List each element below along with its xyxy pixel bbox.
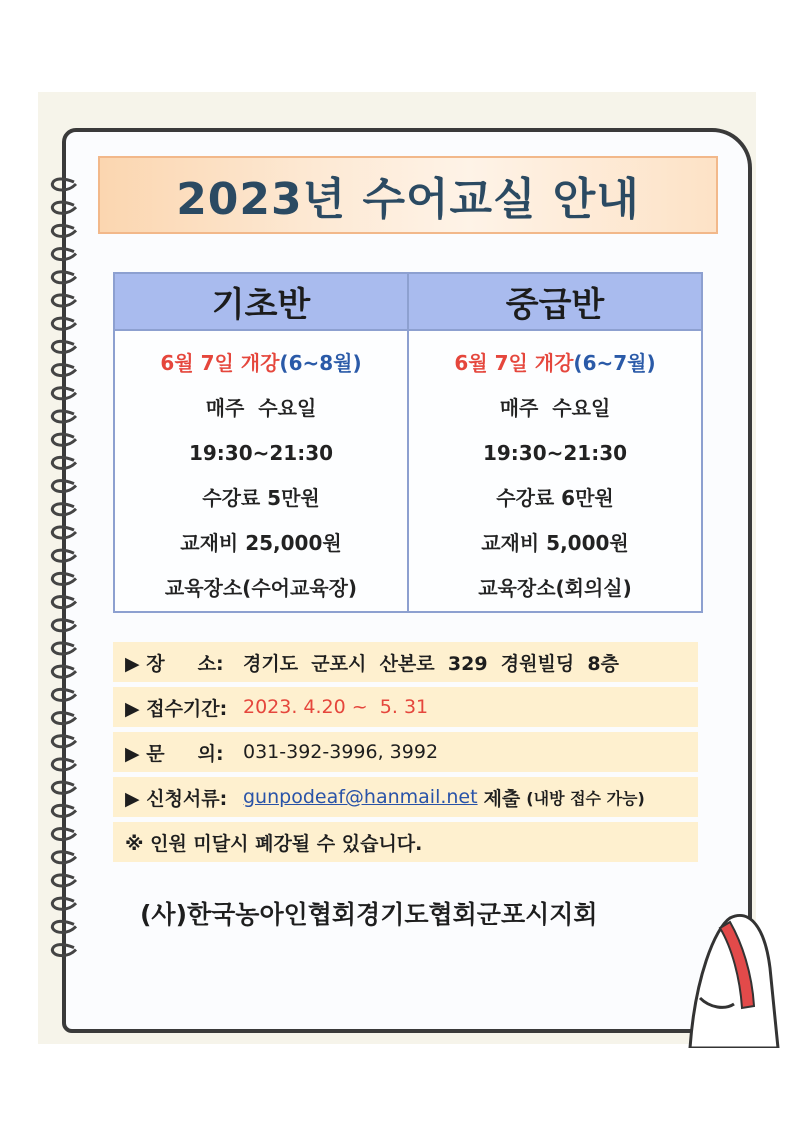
visit-note: (내방 접수 가능) [526,788,645,808]
open-period-text: (6~7월) [573,351,656,375]
info-row-contact [113,732,698,772]
class-day: 매주 수요일 [205,396,317,420]
spiral-ring-icon [52,411,76,422]
info-row-docs [113,777,698,817]
spiral-ring-icon [52,550,76,561]
class-name: 기초반 [115,274,407,331]
class-fee: 수강료 6만원 [496,486,614,510]
spiral-ring-icon [52,713,76,724]
info-row-notice [113,822,698,862]
spiral-ring-icon [52,782,76,793]
info-label: ▶ 접수기간: [125,697,228,720]
spiral-ring-icon [52,643,76,654]
notice-text: ※ 인원 미달시 폐강될 수 있습니다. [125,832,423,855]
spiral-ring-icon [52,434,76,445]
page-title: 2023년 수어교실 안내 [176,174,640,225]
info-row-place [113,642,698,682]
info-value: 2023. 4.20 ~ 5. 31 [243,696,429,718]
spiral-ring-icon [52,341,76,352]
class-column-intermediate [407,274,701,611]
spiral-ring-icon [52,272,76,283]
class-column-basic [115,274,407,611]
class-place: 교육장소(수어교육장) [164,576,358,600]
spiral-ring-icon [52,504,76,515]
class-day: 매주 수요일 [499,396,611,420]
class-open-date [160,341,361,386]
spiral-ring-icon [52,898,76,909]
class-time: 19:30~21:30 [188,441,334,465]
spiral-ring-icon [52,481,76,492]
info-value: 031-392-3996, 3992 [243,741,439,763]
class-open-date [454,341,655,386]
spiral-ring-icon [52,573,76,584]
spiral-ring-icon [52,295,76,306]
class-book-fee: 교재비 5,000원 [481,531,629,555]
info-label: ▶ 장 소: [125,652,224,675]
spiral-ring-icon [52,202,76,213]
title-banner [98,156,718,234]
spiral-ring-icon [52,829,76,840]
spiral-ring-icon [52,225,76,236]
class-name: 중급반 [409,274,701,331]
spiral-ring-icon [52,805,76,816]
spiral-ring-icon [52,620,76,631]
spiral-ring-icon [52,249,76,260]
open-period-text: (6~8월) [279,351,362,375]
class-table [113,272,703,613]
spiral-ring-icon [52,852,76,863]
open-date-text: 6월 7일 개강 [160,351,280,375]
spiral-ring-icon [52,736,76,747]
spiral-ring-icon [52,365,76,376]
spiral-ring-icon [52,945,76,956]
spiral-ring-icon [52,921,76,932]
pencil-decoration-icon [670,858,780,1048]
spiral-ring-icon [52,457,76,468]
spiral-binding-icon [40,168,88,968]
spiral-ring-icon [52,597,76,608]
info-section [113,642,698,867]
info-row-period [113,687,698,727]
spiral-ring-icon [52,318,76,329]
info-label: ▶ 문 의: [125,742,224,765]
class-fee: 수강료 5만원 [202,486,320,510]
spiral-ring-icon [52,179,76,190]
organization-name: (사)한국농아인협회경기도협회군포시지회 [140,900,598,929]
info-label: ▶ 신청서류: [125,787,228,810]
email-link[interactable]: gunpodeaf@hanmail.net [243,786,478,808]
spiral-ring-icon [52,388,76,399]
spiral-ring-icon [52,759,76,770]
spiral-ring-icon [52,666,76,677]
info-value: 경기도 군포시 산본로 329 경원빌딩 8층 [243,652,619,675]
spiral-ring-icon [52,527,76,538]
class-time: 19:30~21:30 [482,441,628,465]
class-book-fee: 교재비 25,000원 [180,531,342,555]
class-place: 교육장소(회의실) [478,576,632,600]
submit-text: 제출 [483,787,521,810]
open-date-text: 6월 7일 개강 [454,351,574,375]
spiral-ring-icon [52,689,76,700]
spiral-ring-icon [52,875,76,886]
